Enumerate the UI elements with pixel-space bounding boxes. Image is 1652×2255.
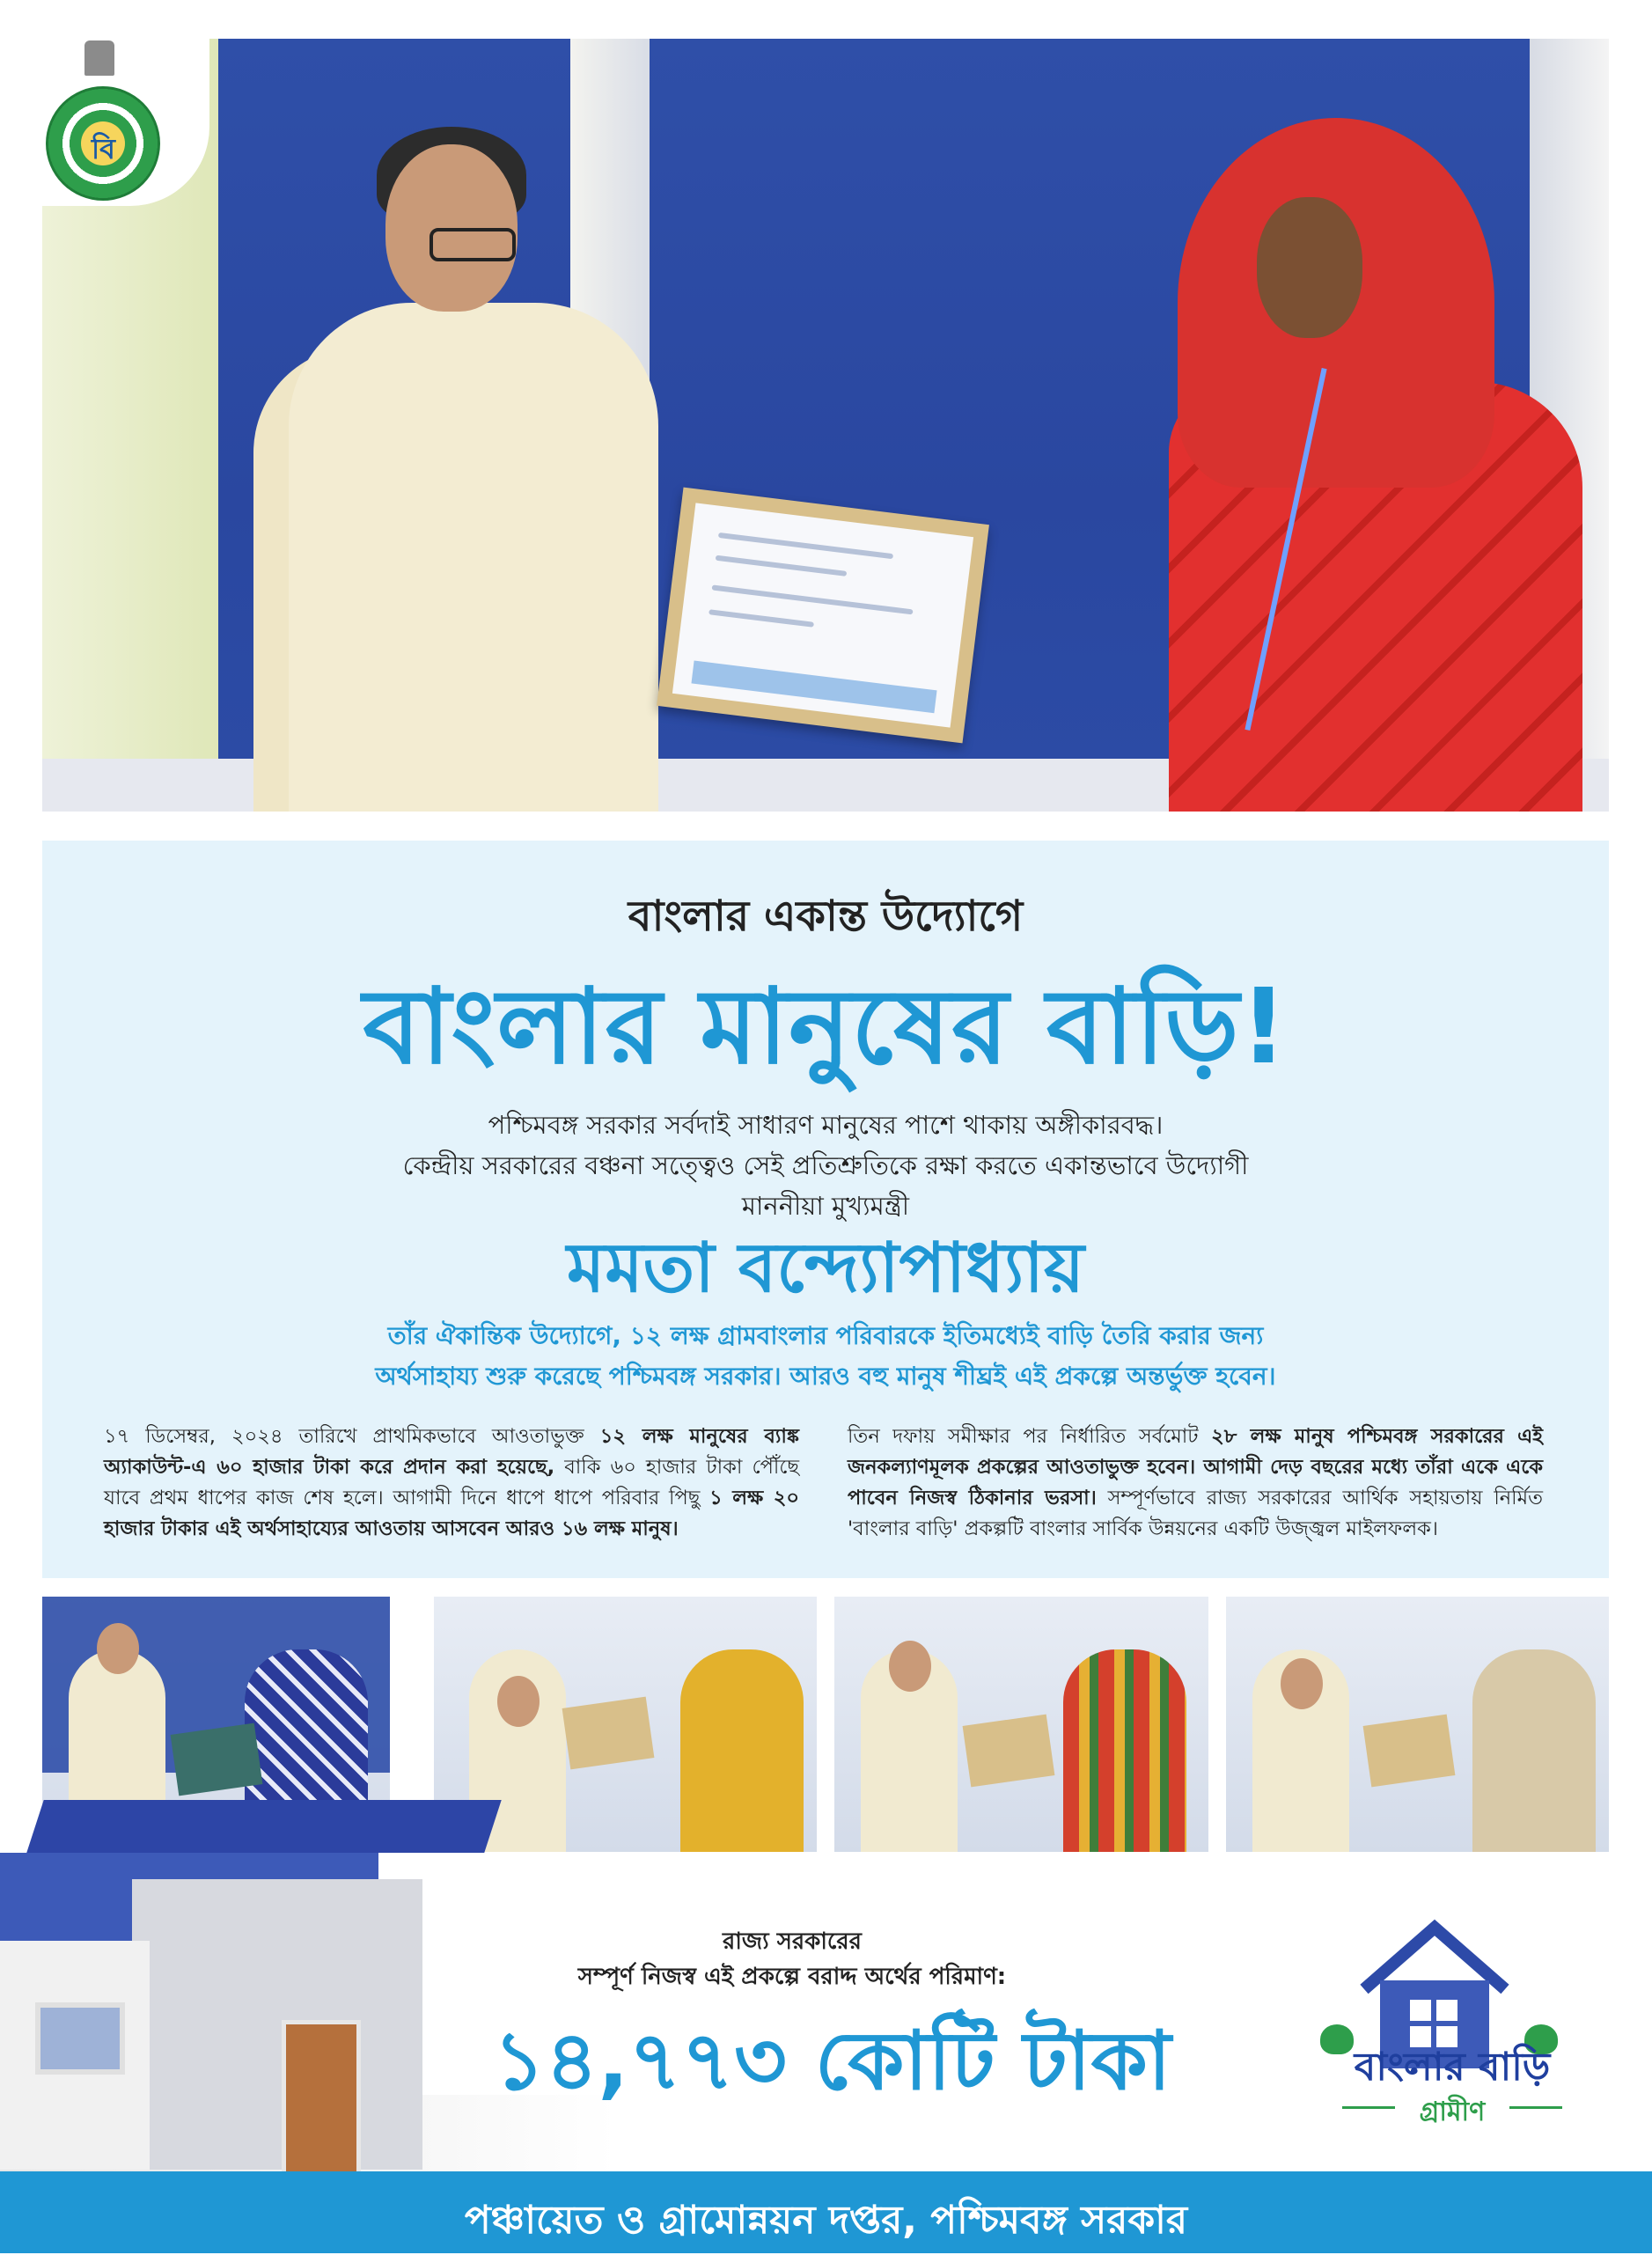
body-column-left xyxy=(104,1421,799,1545)
body-text-bold: ১২ লক্ষ মানুষের ব্যাঙ্ক অ্যাকাউন্ট-এ ৬০ হাজার টাকা করে প্রদান করা হয়েছে, xyxy=(104,1425,800,1479)
headline-panel xyxy=(42,841,1609,1578)
allocation-line-1: রাজ্য সরকারের xyxy=(723,1928,862,1955)
footer-text: পঞ্চায়েত ও গ্রামোন্নয়ন দপ্তর, পশ্চিমবঙ্গ সরকার xyxy=(464,2198,1188,2243)
intro-text xyxy=(42,1105,1609,1226)
national-emblem-icon xyxy=(84,40,114,76)
hero-photo xyxy=(42,39,1609,812)
lead-text xyxy=(42,1316,1609,1397)
govt-west-bengal-seal-icon: বি xyxy=(46,86,160,201)
brand-subtitle-wrap xyxy=(1342,2090,1562,2126)
body-text: ১৭ ডিসেম্বর, ২০২৪ তারিখে প্রাথমিকভাবে আওতাভুক্ত xyxy=(104,1425,600,1448)
allocation-amount: ১৪,৭৭৩ কোটি টাকা xyxy=(493,2014,1171,2108)
lead-line: অর্থসাহায্য শুরু করেছে পশ্চিমবঙ্গ সরকার। আরও বহু মানুষ শীঘ্রই এই প্রকল্পে অন্তর্ভুক্ত হবেন। xyxy=(375,1362,1276,1391)
body-column-right xyxy=(848,1421,1543,1545)
chief-minister-figure xyxy=(253,92,711,812)
event-photo xyxy=(1226,1597,1609,1852)
brand-name: বাংলার বাড়ি xyxy=(1354,2045,1551,2090)
allocation-line-2: সম্পূর্ণ নিজস্ব এই প্রকল্পে বরাদ্দ অর্থের পরিমাণ: xyxy=(577,1964,1007,1990)
intro-line: মাননীয়া মুখ্যমন্ত্রী xyxy=(741,1191,910,1221)
kicker-text: বাংলার একান্ত উদ্যোগে xyxy=(628,892,1024,941)
body-text: সম্পূর্ণভাবে রাজ্য সরকারের আর্থিক সহায়তায় নির্মিত 'বাংলার বাড়ি' প্রকল্পটি বাংলার সার্বিক উন্নয়নের একটি উজ্জ্বল মাইলফলক। xyxy=(848,1487,1543,1540)
footer-bar xyxy=(0,2171,1652,2253)
event-photo xyxy=(834,1597,1208,1852)
chief-minister-name: মমতা বন্দ্যোপাধ্যায় xyxy=(567,1229,1084,1308)
house-illustration xyxy=(0,1800,493,2170)
intro-line: কেন্দ্রীয় সরকারের বঞ্চনা সত্ত্বেও সেই প্রতিশ্রুতিকে রক্ষা করতে একান্তভাবে উদ্যোগী xyxy=(402,1150,1249,1180)
intro-line: পশ্চিমবঙ্গ সরকার সর্বদাই সাধারণ মানুষের পাশে থাকায় অঙ্গীকারবদ্ধ। xyxy=(488,1110,1164,1140)
beneficiary-figure xyxy=(1134,118,1591,812)
body-text: তিন দফায় সমীক্ষার পর নির্ধারিত সর্বমোট xyxy=(848,1425,1212,1448)
framed-certificate xyxy=(657,488,989,744)
body-text-bold: ২৮ লক্ষ মানুষ পশ্চিমবঙ্গ সরকারের এই জনকল্যাণমূলক প্রকল্পের আওতাভুক্ত হবেন। আগামী দেড় বছরের মধ্যে তাঁরা একে একে পাবেন নিজস্ব ঠিকানার ভরসা। xyxy=(848,1425,1543,1509)
body-text-bold: ১ লক্ষ ২০ হাজার টাকার এই অর্থসাহায্যের আওতায় আসবেন আরও ১৬ লক্ষ মানুষ। xyxy=(104,1487,799,1540)
brand-subtitle: গ্রামীণ xyxy=(1419,2097,1486,2127)
lead-line: তাঁর ঐকান্তিক উদ্যোগে, ১২ লক্ষ গ্রামবাংলার পরিবারকে ইতিমধ্যেই বাড়ি তৈরি করার জন্য xyxy=(387,1321,1264,1350)
headline: বাংলার মানুষের বাড়ি! xyxy=(363,966,1289,1087)
body-text: বাকি ৬০ হাজার টাকা পৌঁছে যাবে প্রথম ধাপের কাজ শেষ হলে। আগামী দিনে ধাপে ধাপে পরিবার পিছু xyxy=(104,1456,799,1509)
